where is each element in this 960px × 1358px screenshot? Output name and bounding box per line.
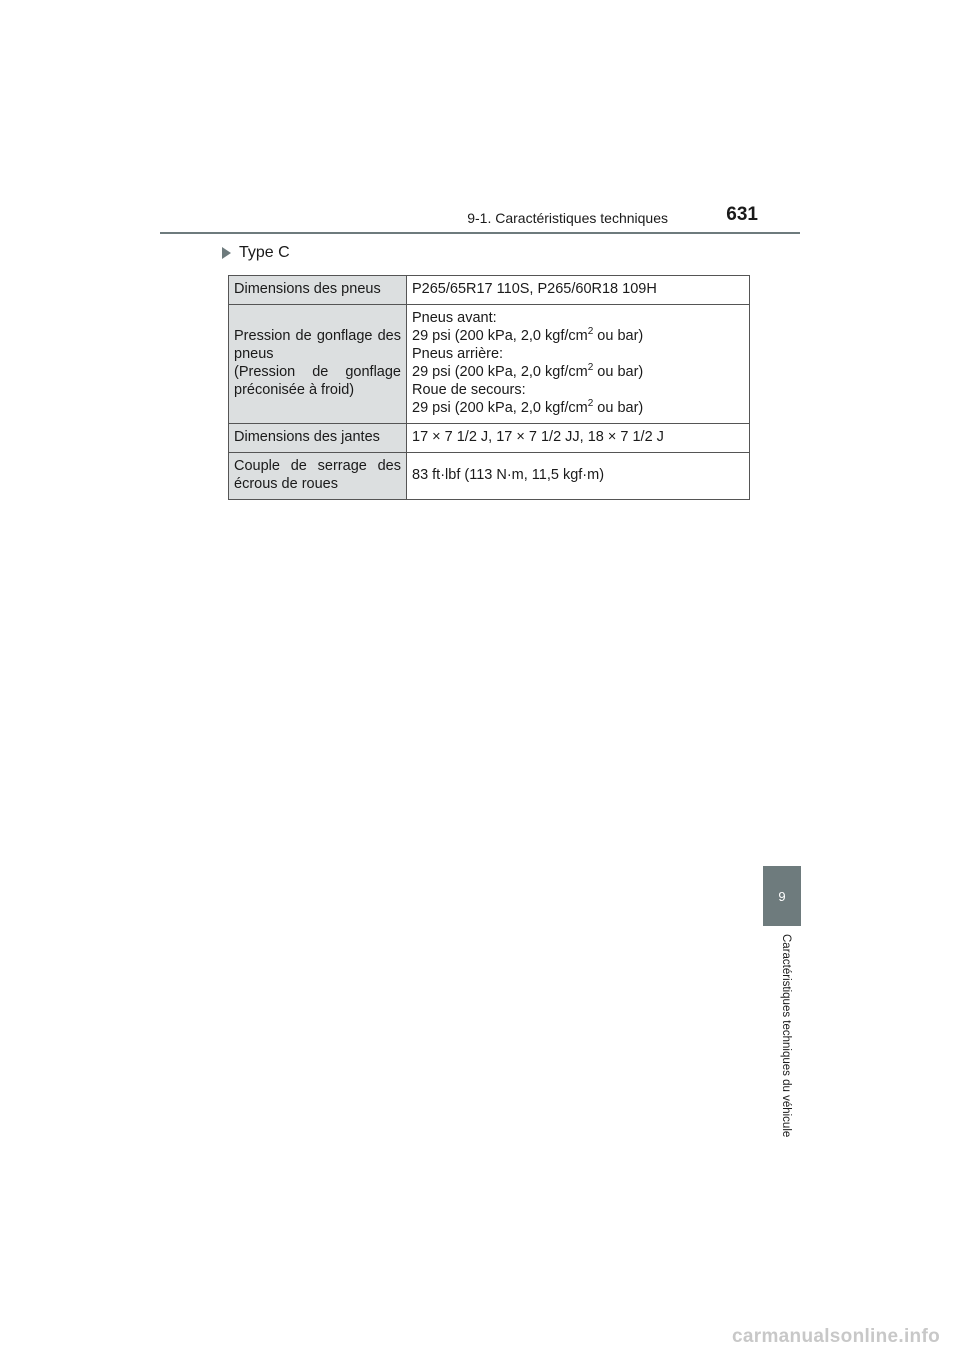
chapter-tab-label: Caractéristiques techniques du véhicule [780, 934, 792, 1138]
watermark: carmanualsonline.info [732, 1326, 940, 1347]
label-text: Dimensions des jantes [234, 429, 380, 445]
table-row [229, 453, 750, 500]
page-header [160, 200, 800, 236]
table-row [229, 424, 750, 453]
subtitle [222, 244, 290, 262]
row-label [229, 453, 407, 500]
row-label [229, 424, 407, 453]
chapter-tab [763, 866, 801, 926]
value-text: Pneus avant: [412, 310, 497, 326]
table-row [229, 305, 750, 424]
header-rule [160, 232, 800, 234]
value-text: 29 psi (200 kPa, 2,0 kgf/$cm^2$ ou bar) [412, 326, 644, 344]
value-text: 17 × 7 1/2 J, 17 × 7 1/2 JJ, 18 × 7 1/2 J [412, 429, 664, 445]
value-text: Pneus arrière: [412, 346, 504, 362]
label-text: Couple de serrage des écrous de roues [234, 458, 401, 492]
row-label [229, 305, 407, 424]
section-title: 9-1. Caractéristiques techniques [467, 210, 668, 226]
label-text: Pression de gonflage des pneus [234, 328, 401, 362]
value-text: P265/65R17 110S, P265/60R18 109H [412, 281, 657, 297]
label-text: Dimensions des pneus [234, 281, 381, 297]
value-text: Roue de secours: [412, 382, 526, 398]
value-text: 29 psi (200 kPa, 2,0 kgf/$cm^2$ ou bar) [412, 362, 644, 380]
table-row [229, 276, 750, 305]
row-label [229, 276, 407, 305]
row-value [407, 276, 750, 305]
value-text: 83 ft·lbf (113 N·m, 11,5 kgf·m) [412, 467, 605, 483]
page-number: 631 [726, 204, 758, 225]
value-text: 29 psi (200 kPa, 2,0 kgf/$cm^2$ ou bar) [412, 398, 644, 416]
label-text: (Pression de gonflage préconisée à froid) [234, 364, 401, 398]
subtitle-text: Type C [239, 244, 290, 261]
chapter-number: 9 [778, 888, 786, 904]
spec-table [228, 275, 750, 500]
triangle-bullet-icon [222, 247, 231, 259]
row-value [407, 305, 750, 424]
row-value [407, 424, 750, 453]
row-value [407, 453, 750, 500]
